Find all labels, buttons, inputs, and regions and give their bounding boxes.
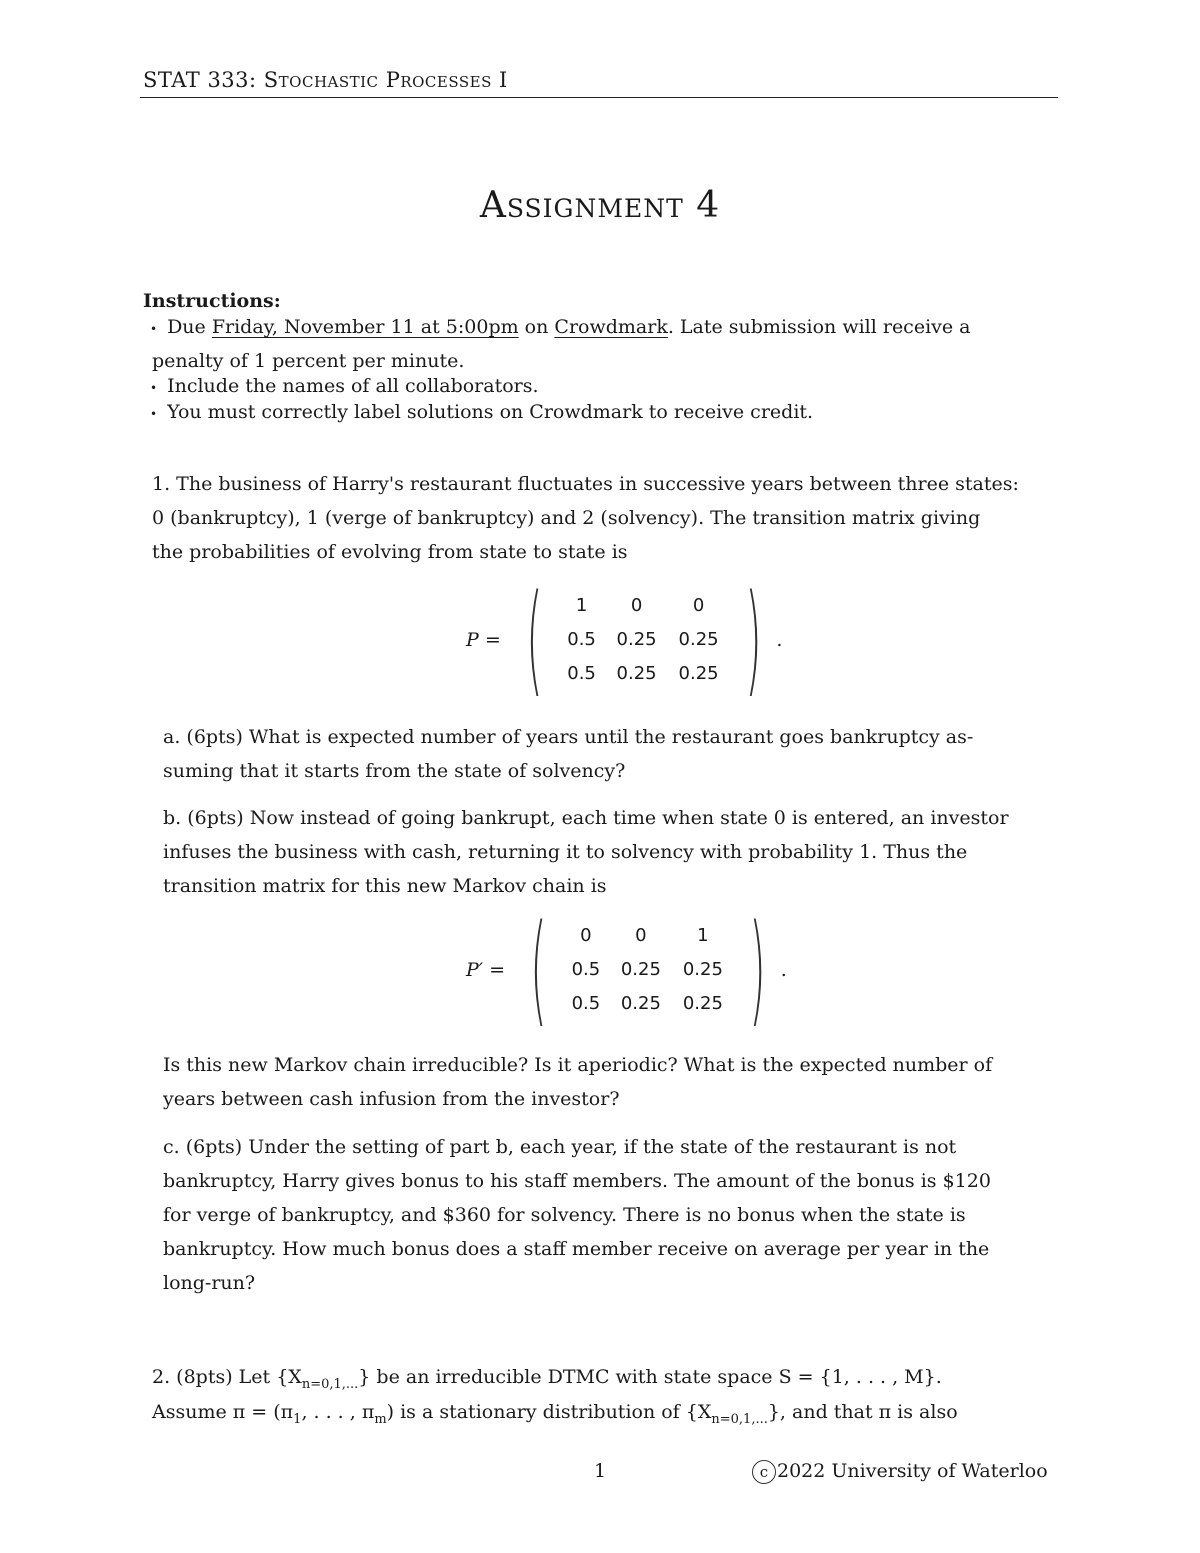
transition-matrix-p — [466, 570, 783, 709]
matrix-cell: 0.25 — [678, 663, 719, 684]
matrix-cell: 0.25 — [682, 993, 723, 1014]
matrix-grid — [562, 924, 734, 1016]
matrix-cell: 0 — [635, 925, 647, 946]
q1b-after1: Is this new Markov chain irreducible? Is it aperiodic? What is the expected number of — [163, 1054, 993, 1076]
bullet-icon: • — [150, 381, 158, 395]
matrix-cell: 1 — [697, 925, 709, 946]
page-number: 1 — [594, 1460, 607, 1482]
q1b-line2: infuses the business with cash, returning it to solvency with probability 1. Thus the — [163, 841, 968, 863]
q1b-line1: b. (6pts) Now instead of going bankrupt, each time when state 0 is entered, an investor — [163, 807, 1009, 829]
instruction-collaborators: • Include the names of all collaborators. — [150, 375, 539, 397]
copyright: c 2022 University of Waterloo — [752, 1460, 1048, 1484]
q1-line1: 1. The business of Harry's restaurant fluctuates in successive years between three states: — [152, 473, 1019, 495]
matrix-lhs: P = — [466, 629, 501, 651]
matrix-cell: 0 — [630, 595, 643, 616]
instructions-heading: Instructions: — [143, 290, 281, 312]
q1c-line3: for verge of bankruptcy, and $360 for solvency. There is no bonus when the state is — [163, 1204, 966, 1226]
copyright-icon: c — [752, 1460, 776, 1484]
q1b-line3: transition matrix for this new Markov chain is — [163, 875, 607, 897]
q1c-line4: bankruptcy. How much bonus does a staff member receive on average per year in the — [163, 1238, 990, 1260]
matrix-cell: 0 — [580, 925, 592, 946]
matrix-cell: 0.25 — [620, 959, 661, 980]
matrix-cell: 0.5 — [567, 663, 596, 684]
crowdmark-link[interactable]: Crowdmark — [554, 316, 668, 338]
right-paren: ) — [749, 900, 766, 1039]
header-rule — [140, 97, 1058, 98]
q1a-line2: suming that it starts from the state of solvency? — [163, 760, 626, 782]
instruction-late-penalty: penalty of 1 percent per minute. — [152, 350, 465, 372]
page-title: Assignment 4 — [479, 185, 721, 226]
bullet-icon: • — [150, 322, 158, 336]
left-paren: ( — [525, 570, 543, 709]
matrix-lhs: P′ = — [466, 959, 506, 981]
matrix-cell: 0.25 — [682, 959, 723, 980]
left-paren: ( — [530, 900, 547, 1039]
right-paren: ) — [744, 570, 762, 709]
q1-line3: the probabilities of evolving from state to state is — [152, 541, 628, 563]
bullet-icon: • — [150, 407, 158, 421]
q1b-after2: years between cash infusion from the investor? — [163, 1088, 620, 1110]
q1c-line5: long-run? — [163, 1272, 256, 1294]
instruction-due: • Due Friday, November 11 at 5:00pm on Crowdmark. Late submission will receive a — [150, 316, 971, 338]
matrix-cell: 0.25 — [616, 663, 657, 684]
q2-line2: Assume $\pi = (\pi_1$, . . . , $\pi_m$) is a stationary distribution of $\{X_{n=0,1,...}\}$, and that π is also — [152, 1401, 958, 1427]
matrix-cell: 0.25 — [616, 629, 657, 650]
q1c-line2: bankruptcy, Harry gives bonus to his staff members. The amount of the bonus is $120 — [163, 1170, 991, 1192]
matrix-cell: 0 — [692, 595, 705, 616]
q2-line1: 2. (8pts) Let $\{X_{n=0,1,...}\}$ be an irreducible DTMC with state space S = {1, . . . , M}. — [152, 1366, 942, 1392]
matrix-end: . — [780, 959, 787, 981]
due-date: Friday, November 11 at 5:00pm — [211, 316, 519, 338]
matrix-cell: 1 — [575, 595, 588, 616]
q1-line2: 0 (bankruptcy), 1 (verge of bankruptcy) and 2 (solvency). The transition matrix giving — [152, 507, 981, 529]
instruction-labels: • You must correctly label solutions on Crowdmark to receive credit. — [150, 401, 814, 423]
q1a-line1: a. (6pts) What is expected number of years until the restaurant goes bankruptcy as- — [163, 726, 974, 748]
matrix-grid — [558, 594, 730, 686]
matrix-cell: 0.5 — [571, 993, 601, 1014]
transition-matrix-p-prime — [466, 900, 787, 1039]
matrix-end: . — [776, 629, 783, 651]
q1c-line1: c. (6pts) Under the setting of part b, each year, if the state of the restaurant is not — [163, 1136, 957, 1158]
matrix-cell: 0.5 — [567, 629, 596, 650]
matrix-cell: 0.5 — [571, 959, 601, 980]
course-header: STAT 333: Stochastic Processes I — [143, 68, 508, 92]
matrix-cell: 0.25 — [678, 629, 719, 650]
matrix-cell: 0.25 — [620, 993, 661, 1014]
